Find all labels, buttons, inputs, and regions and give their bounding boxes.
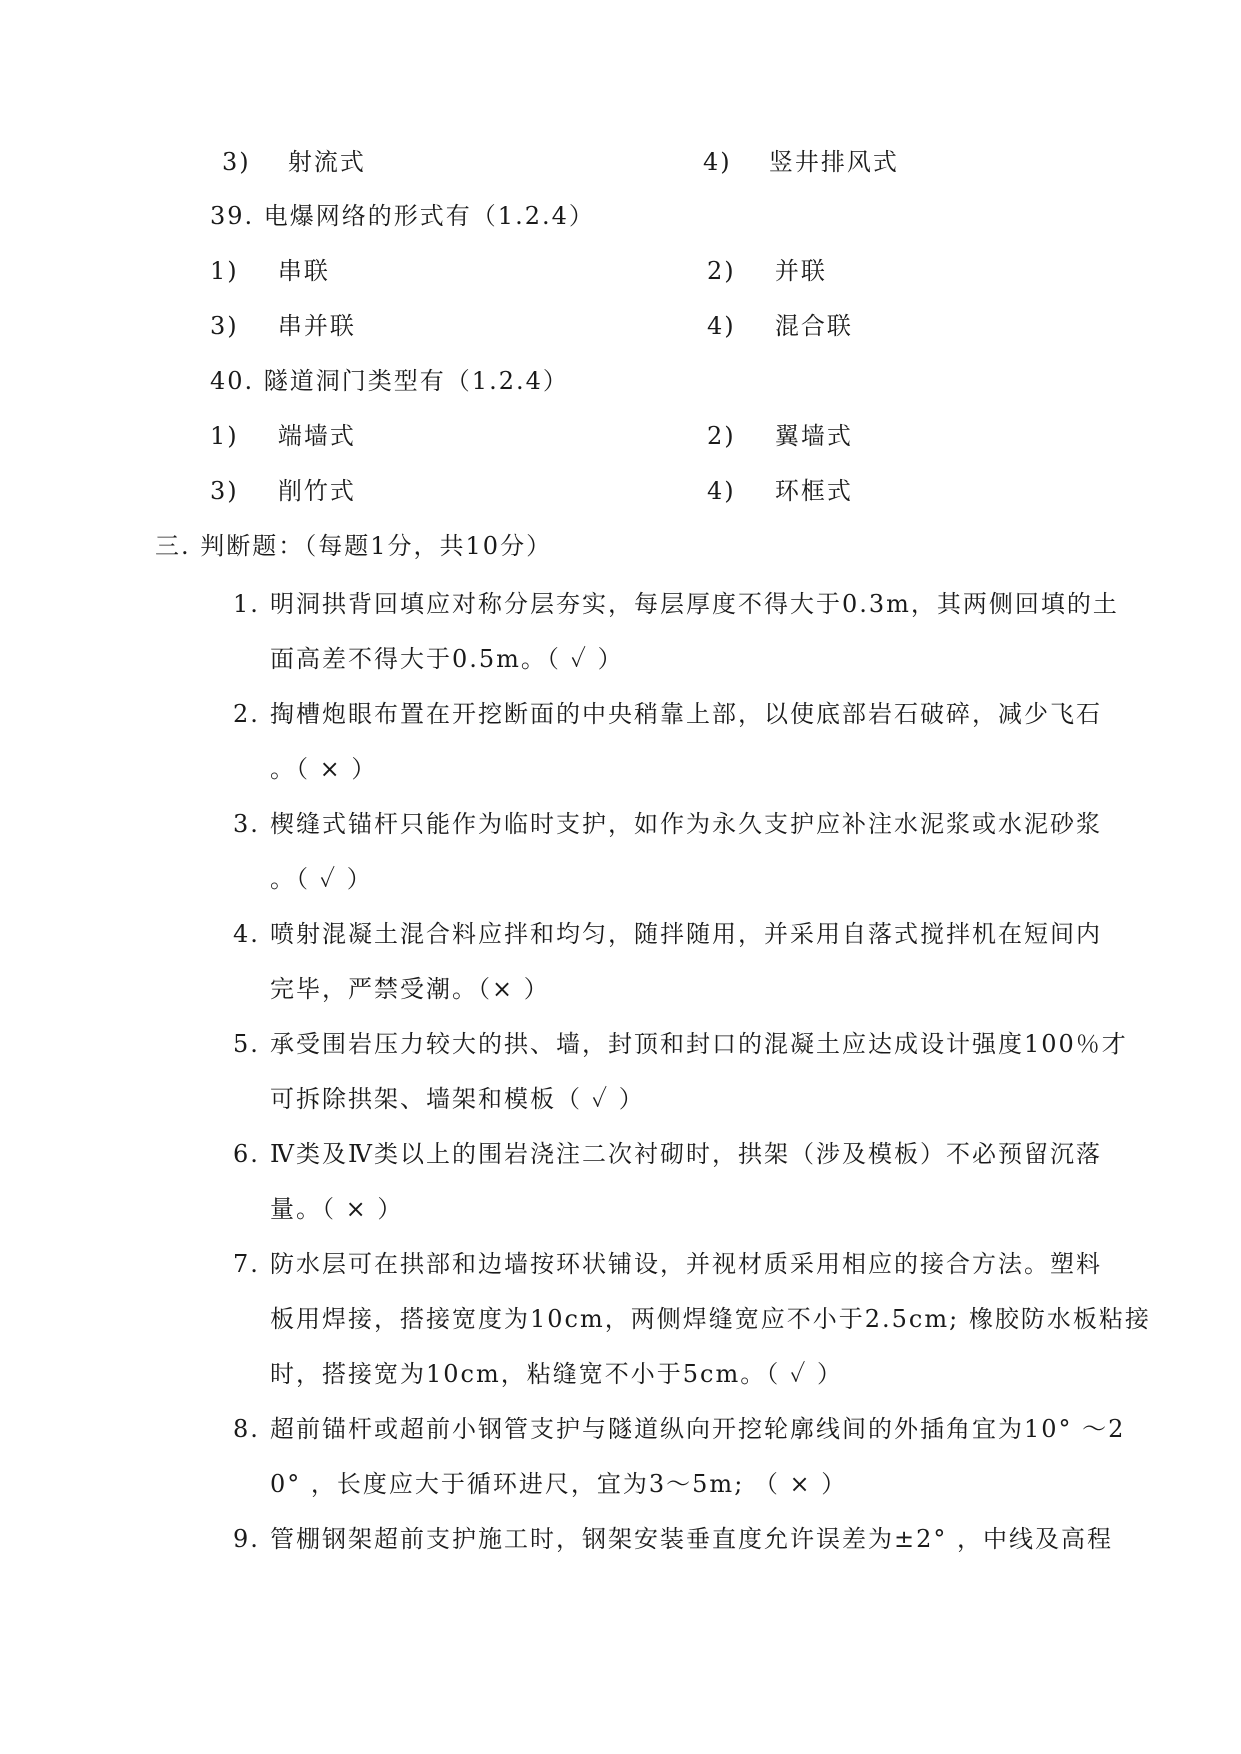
tf-item-text: 掏槽炮眼布置在开挖断面的中央稍靠上部，以使底部岩石破碎，减少飞石 xyxy=(270,700,1102,728)
tf-item-text: 明洞拱背回填应对称分层夯实，每层厚度不得大于0.3m，其两侧回填的土 xyxy=(270,590,1119,618)
q40-option-4 xyxy=(707,476,853,506)
tf-item-text: 超前锚杆或超前小钢管支护与隧道纵向开挖轮廓线间的外插角宜为10° ～2 xyxy=(270,1415,1126,1443)
option-text: 端墙式 xyxy=(277,422,356,450)
tf-item-number: 3. xyxy=(233,810,260,838)
q39-option-2 xyxy=(707,256,827,286)
tf-item-text: 。（ × ） xyxy=(270,755,378,783)
tf-item-text: 防水层可在拱部和边墙按环状铺设，并视材质采用相应的接合方法。塑料 xyxy=(270,1250,1102,1278)
tf-item-number: 9. xyxy=(233,1525,260,1553)
q40-option-3 xyxy=(210,476,356,506)
q38-option-3 xyxy=(222,147,366,177)
option-number: 1) xyxy=(210,422,239,450)
tf-item-text: 。（ ✓ ） xyxy=(270,865,373,893)
option-number: 4) xyxy=(703,148,732,176)
tf-item-text: 完毕，严禁受潮。（× ） xyxy=(270,975,550,1003)
tf-item-number: 4. xyxy=(233,920,260,948)
tf-item-text: 可拆除拱架、墙架和模板（ ✓ ） xyxy=(270,1085,645,1113)
tf-item-text: 面高差不得大于0.5m。（ ✓ ） xyxy=(270,645,624,673)
tf-item-text: 管棚钢架超前支护施工时，钢架安装垂直度允许误差为±2° ，中线及高程 xyxy=(270,1525,1114,1553)
option-number: 3) xyxy=(210,477,239,505)
option-number: 3) xyxy=(222,148,251,176)
option-number: 1) xyxy=(210,257,239,285)
tf-item-number: 8. xyxy=(233,1415,260,1443)
q40-option-1 xyxy=(210,421,356,451)
q39-option-3 xyxy=(210,311,356,341)
tf-item-number: 2. xyxy=(233,700,260,728)
tf-item-text: 喷射混凝土混合料应拌和均匀，随拌随用，并采用自落式搅拌机在短间内 xyxy=(270,920,1102,948)
option-text: 混合联 xyxy=(774,312,853,340)
tf-item-text: Ⅳ类及Ⅳ类以上的围岩浇注二次衬砌时，拱架（涉及模板）不必预留沉落 xyxy=(270,1140,1102,1168)
option-text: 翼墙式 xyxy=(774,422,853,450)
option-text: 并联 xyxy=(774,257,827,285)
tf-item-text: 板用焊接，搭接宽度为10cm，两侧焊缝宽应不小于2.5cm; 橡胶防水板粘接 xyxy=(270,1305,1151,1333)
option-text: 环框式 xyxy=(774,477,853,505)
q38-option-4 xyxy=(703,147,899,177)
option-text: 射流式 xyxy=(287,148,366,176)
tf-item-text: 量。（ × ） xyxy=(270,1195,404,1223)
tf-item-number: 5. xyxy=(233,1030,260,1058)
option-number: 4) xyxy=(707,477,736,505)
q39-stem: 39. 电爆网络的形式有（1.2.4） xyxy=(210,202,595,230)
option-text: 削竹式 xyxy=(277,477,356,505)
tf-item-number: 6. xyxy=(233,1140,260,1168)
q39-option-1 xyxy=(210,256,330,286)
tf-item-text: 0° ，长度应大于循环进尺，宜为3～5m; （ × ） xyxy=(270,1470,848,1498)
option-number: 4) xyxy=(707,312,736,340)
option-text: 竖井排风式 xyxy=(768,148,899,176)
q40-stem: 40. 隧道洞门类型有（1.2.4） xyxy=(210,367,569,395)
option-number: 2) xyxy=(707,257,736,285)
option-number: 3) xyxy=(210,312,239,340)
tf-item-number: 1. xyxy=(233,590,260,618)
option-number: 2) xyxy=(707,422,736,450)
option-text: 串并联 xyxy=(277,312,356,340)
tf-item-number: 7. xyxy=(233,1250,260,1278)
tf-item-text: 楔缝式锚杆只能作为临时支护，如作为永久支护应补注水泥浆或水泥砂浆 xyxy=(270,810,1102,838)
q40-option-2 xyxy=(707,421,853,451)
tf-item-text: 时，搭接宽为10cm，粘缝宽不小于5cm。（ ✓ ） xyxy=(270,1360,843,1388)
q39-option-4 xyxy=(707,311,853,341)
tf-item-text: 承受围岩压力较大的拱、墙，封顶和封口的混凝土应达成设计强度100％才 xyxy=(270,1030,1128,1058)
option-text: 串联 xyxy=(277,257,330,285)
section-heading: 三. 判断题：（每题1分，共10分） xyxy=(155,532,553,560)
